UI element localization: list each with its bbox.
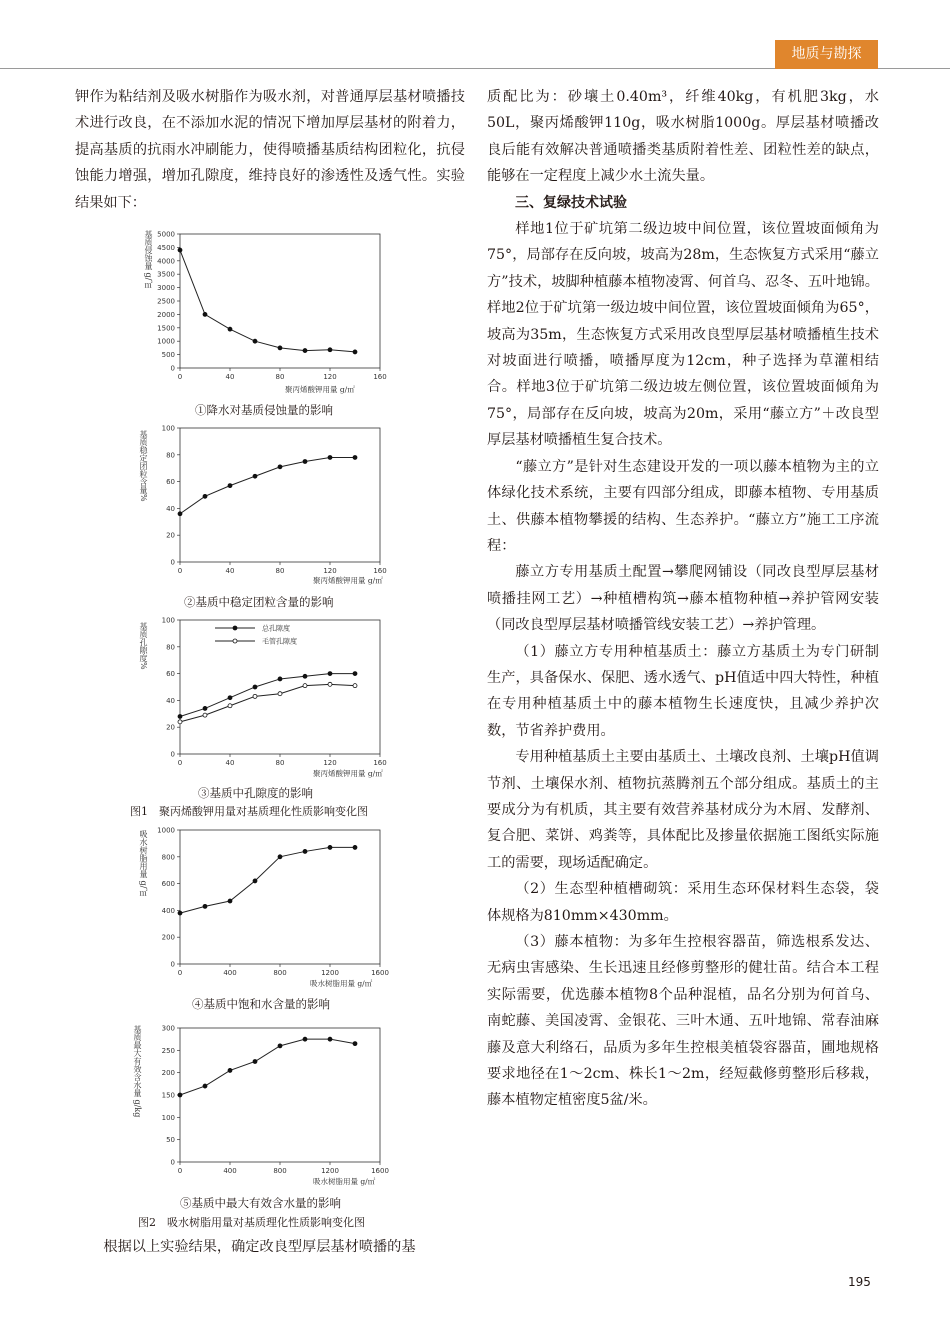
data-point: [353, 455, 357, 459]
chart1-ylabel: 基质侵蚀量 g/㎡: [144, 230, 153, 289]
y-tick-label: 80: [166, 451, 175, 460]
y-tick-label: 250: [161, 1046, 175, 1055]
tlf-paragraph: “藤立方”是针对生态建设开发的一项以藤本植物为主的立体绿化技术系统，主要有四部分组成，即藤本植物、专用基质土、供藤本植物攀援的结构、生态养护。“藤立方”施工工序流程：: [487, 458, 879, 554]
item3-paragraph: （3）藤本植物：为多年生控根容器苗，筛选根系发达、无病虫害感染、生长迅速且经修剪整形的健壮苗。结合本工程实际需要，优选藤本植物8个品种混植，品名分别为何首乌、南蛇藤、美国凌霄、金银花、三叶木通、五叶地锦、常春油麻藤及意大利络石，品质为多年生控根美植袋容器苗，圃地规格要求地径在1～2cm、株长1～2m，经短截修剪整形后移栽，藤本植物定植密度5盆/米。: [487, 934, 879, 1109]
fig1-caption: 图1 聚丙烯酸钾用量对基质理化性质影响变化图: [130, 805, 368, 818]
legend-label: 毛管孔隙度: [262, 637, 297, 646]
y-tick-label: 40: [166, 504, 175, 513]
y-tick-label: 2000: [157, 310, 175, 319]
section-tag: 地质与勘探: [775, 40, 878, 69]
x-tick-label: 40: [225, 567, 235, 575]
plot-frame: [180, 428, 380, 562]
x-tick-label: 160: [373, 759, 387, 767]
y-tick-label: 600: [161, 880, 175, 889]
y-tick-label: 1000: [157, 337, 175, 346]
y-tick-label: 4000: [157, 257, 175, 266]
x-tick-label: 40: [225, 373, 235, 381]
x-tick-label: 0: [177, 567, 183, 575]
series-line-0: [180, 457, 355, 513]
y-tick-label: 20: [166, 531, 175, 540]
data-point: [203, 312, 207, 316]
x-tick-label: 80: [275, 759, 285, 767]
x-tick-label: 400: [223, 1167, 237, 1175]
y-tick-label: 0: [170, 1158, 175, 1167]
flow-paragraph: 藤立方专用基质土配置→攀爬网铺设（同改良型厚层基材喷播挂网工艺）→种植槽构筑→藤本植物种植→养护管网安装（同改良型厚层基材喷播管线安装工艺）→养护管理。: [487, 564, 879, 634]
x-tick-label: 0: [177, 759, 183, 767]
ratio-paragraph: 质配比为：砂壤土0.40m³，纤维40kg，有机肥3kg，水50L，聚丙烯酸钾110g，吸水树脂1000g。厚层基材喷播改良后能有效解决普通喷播类基质附着性差、团粒性差的缺点，能够在一定程度上减少水土流失量。: [487, 89, 879, 185]
sites-paragraph: 样地1位于矿坑第二级边坡中间位置，该位置坡面倾角为75°，局部存在反向坡，坡高为28m，生态恢复方式采用“藤立方”技术，坡脚种植藤本植物凌霄、何首乌、忍冬、五叶地锦。样地2位于矿坑第一级边坡中间位置，该位置坡面倾角为65°，坡高为35m，生态恢复方式采用改良型厚层基材喷播植生技术对坡面进行喷播，喷播厚度为12cm，种子选择为草灌相结合。样地3位于矿坑第二级边坡左侧位置，该位置坡面倾角为75°，局部存在反向坡，坡高为20m，采用“藤立方”＋改良型厚层基材喷播植生复合技术。: [487, 221, 879, 449]
x-tick-label: 80: [275, 373, 285, 381]
chart4-caption: ④基质中饱和水含量的影响: [192, 997, 330, 1011]
y-tick-label: 3000: [157, 284, 175, 293]
data-point: [278, 855, 282, 859]
chart1-svg: [130, 226, 400, 386]
data-point: [303, 349, 307, 353]
chart5-caption: ⑤基质中最大有效含水量的影响: [180, 1196, 341, 1210]
data-point: [328, 348, 332, 352]
data-point: [178, 512, 182, 516]
y-tick-label: 50: [166, 1136, 175, 1145]
data-point: [353, 845, 357, 849]
chart3-xlabel: 聚丙烯酸钾用量 g/㎡: [313, 769, 383, 778]
y-tick-label: 1000: [157, 826, 175, 835]
chart-4: [130, 822, 400, 982]
x-tick-label: 800: [273, 969, 287, 977]
chart3-caption: ③基质中孔隙度的影响: [198, 786, 313, 800]
section-heading: 三、复绿技术试验: [515, 194, 627, 211]
y-tick-label: 100: [161, 1113, 175, 1122]
data-point: [178, 1093, 182, 1097]
y-tick-label: 80: [166, 643, 175, 652]
data-point: [228, 899, 232, 903]
chart1-xlabel: 聚丙烯酸钾用量 g/㎡: [285, 385, 355, 394]
data-point: [353, 350, 357, 354]
intro-paragraph: 钾作为粘结剂及吸水树脂作为吸水剂，对普通厚层基材喷播技术进行改良，在不添加水泥的情况下增加厚层基材的附着力，提高基质的抗雨水冲刷能力，使得喷播基质结构团粒化，抗侵蚀能力增强，增加孔隙度，维持良好的渗透性及透气性。实验结果如下：: [75, 89, 465, 211]
chart1-caption: ①降水对基质侵蚀量的影响: [195, 403, 333, 417]
data-point: [253, 879, 257, 883]
chart3-ylabel: 基质孔隙度%: [139, 622, 148, 670]
data-point: [278, 465, 282, 469]
chart2-xlabel: 聚丙烯酸钾用量 g/㎡: [313, 576, 383, 585]
data-point: [278, 692, 282, 696]
chart2-caption: ②基质中稳定团粒含量的影响: [184, 595, 334, 609]
chart4-ylabel: 吸水树脂用量 g/㎡: [139, 830, 148, 897]
data-point: [203, 706, 207, 710]
data-point: [178, 248, 182, 252]
data-point: [278, 1044, 282, 1048]
series-line-0: [180, 847, 355, 913]
y-tick-label: 0: [170, 960, 175, 969]
x-tick-label: 1600: [371, 1167, 389, 1175]
x-tick-label: 160: [373, 373, 387, 381]
y-tick-label: 100: [161, 616, 175, 625]
legend-label: 总孔隙度: [262, 624, 290, 633]
data-point: [328, 672, 332, 676]
y-tick-label: 400: [161, 906, 175, 915]
x-tick-label: 120: [323, 373, 337, 381]
x-tick-label: 80: [275, 567, 285, 575]
data-point: [253, 474, 257, 478]
y-tick-label: 500: [161, 351, 175, 360]
page-number: 195: [848, 1275, 871, 1289]
plot-frame: [180, 830, 380, 964]
y-tick-label: 60: [166, 478, 175, 487]
y-tick-label: 150: [161, 1091, 175, 1100]
soil-paragraph: 专用种植基质土主要由基质土、土壤改良剂、土壤pH值调节剂、土壤保水剂、植物抗蒸腾剂五个部分组成。基质土的主要成分为有机质，其主要有效营养基材成分为木屑、发酵剂、复合肥、菜饼、鸡粪等，具体配比及掺量依据施工图纸实际施工的需要，现场适配确定。: [487, 749, 879, 871]
chart4-xlabel: 吸水树脂用量 g/㎡: [310, 979, 373, 988]
y-tick-label: 4500: [157, 243, 175, 252]
data-point: [328, 845, 332, 849]
y-tick-label: 1500: [157, 324, 175, 333]
y-tick-label: 0: [170, 558, 175, 567]
chart3-svg: [130, 612, 400, 772]
data-point: [253, 339, 257, 343]
data-point: [353, 672, 357, 676]
y-tick-label: 2500: [157, 297, 175, 306]
data-point: [228, 704, 232, 708]
chart2-ylabel: 基质稳定团粒含量%: [139, 430, 148, 502]
x-tick-label: 120: [323, 567, 337, 575]
chart5-ylabel: 基质最大有效含水量 g/kg: [133, 1025, 142, 1118]
chart5-xlabel: 吸水树脂用量 g/㎡: [313, 1177, 376, 1186]
data-point: [303, 460, 307, 464]
y-tick-label: 60: [166, 670, 175, 679]
legend-marker: [233, 639, 237, 643]
data-point: [303, 674, 307, 678]
chart2-svg: [130, 420, 400, 580]
y-tick-label: 3500: [157, 270, 175, 279]
x-tick-label: 0: [177, 969, 183, 977]
data-point: [203, 904, 207, 908]
data-point: [228, 696, 232, 700]
data-point: [253, 685, 257, 689]
y-tick-label: 300: [161, 1024, 175, 1033]
x-tick-label: 1600: [371, 969, 389, 977]
y-tick-label: 0: [170, 750, 175, 759]
left-bottom: [75, 1234, 465, 1260]
y-tick-label: 5000: [157, 230, 175, 239]
data-point: [178, 911, 182, 915]
y-tick-label: 20: [166, 723, 175, 732]
data-point: [328, 455, 332, 459]
item2-paragraph: （2）生态型种植槽砌筑：采用生态环保材料生态袋，袋体规格为810mm×430mm。: [487, 881, 879, 924]
y-tick-label: 40: [166, 696, 175, 705]
x-tick-label: 800: [273, 1167, 287, 1175]
y-tick-label: 200: [161, 1069, 175, 1078]
data-point: [303, 684, 307, 688]
y-tick-label: 0: [170, 364, 175, 373]
y-tick-label: 100: [161, 424, 175, 433]
item1-paragraph: （1）藤立方专用种植基质土：藤立方基质土为专门研制生产，具备保水、保肥、透水透气、pH值适中四大特性，种植在专用种植基质土中的藤本植物生长速度快，且减少养护次数，节省养护费用。: [487, 643, 879, 739]
data-point: [253, 694, 257, 698]
x-tick-label: 400: [223, 969, 237, 977]
fig2-caption: 图2 吸水树脂用量对基质理化性质影响变化图: [138, 1216, 365, 1229]
data-point: [178, 720, 182, 724]
data-point: [178, 714, 182, 718]
series-line-0: [180, 250, 355, 352]
data-point: [253, 1060, 257, 1064]
data-point: [228, 327, 232, 331]
x-tick-label: 160: [373, 567, 387, 575]
chart4-svg: [130, 822, 400, 982]
chart-2: [130, 420, 400, 580]
data-point: [228, 1068, 232, 1072]
data-point: [228, 484, 232, 488]
chart-3: [130, 612, 400, 772]
data-point: [353, 684, 357, 688]
y-tick-label: 200: [161, 933, 175, 942]
x-tick-label: 0: [177, 373, 183, 381]
x-tick-label: 0: [177, 1167, 183, 1175]
data-point: [203, 1084, 207, 1088]
data-point: [303, 849, 307, 853]
x-tick-label: 40: [225, 759, 235, 767]
right-column: [487, 84, 879, 1114]
data-point: [303, 1037, 307, 1041]
x-tick-label: 1200: [321, 969, 339, 977]
legend-marker: [233, 626, 237, 630]
chart5-svg: [130, 1020, 400, 1180]
data-point: [278, 346, 282, 350]
x-tick-label: 1200: [321, 1167, 339, 1175]
chart-1: [130, 226, 400, 386]
data-point: [203, 494, 207, 498]
data-point: [353, 1042, 357, 1046]
left-column: [75, 84, 465, 216]
chart-5: [130, 1020, 400, 1180]
x-tick-label: 120: [323, 759, 337, 767]
data-point: [203, 713, 207, 717]
data-point: [328, 1037, 332, 1041]
data-point: [328, 682, 332, 686]
y-tick-label: 800: [161, 853, 175, 862]
data-point: [278, 677, 282, 681]
conclusion-paragraph: 根据以上实验结果，确定改良型厚层基材喷播的基: [103, 1239, 416, 1255]
